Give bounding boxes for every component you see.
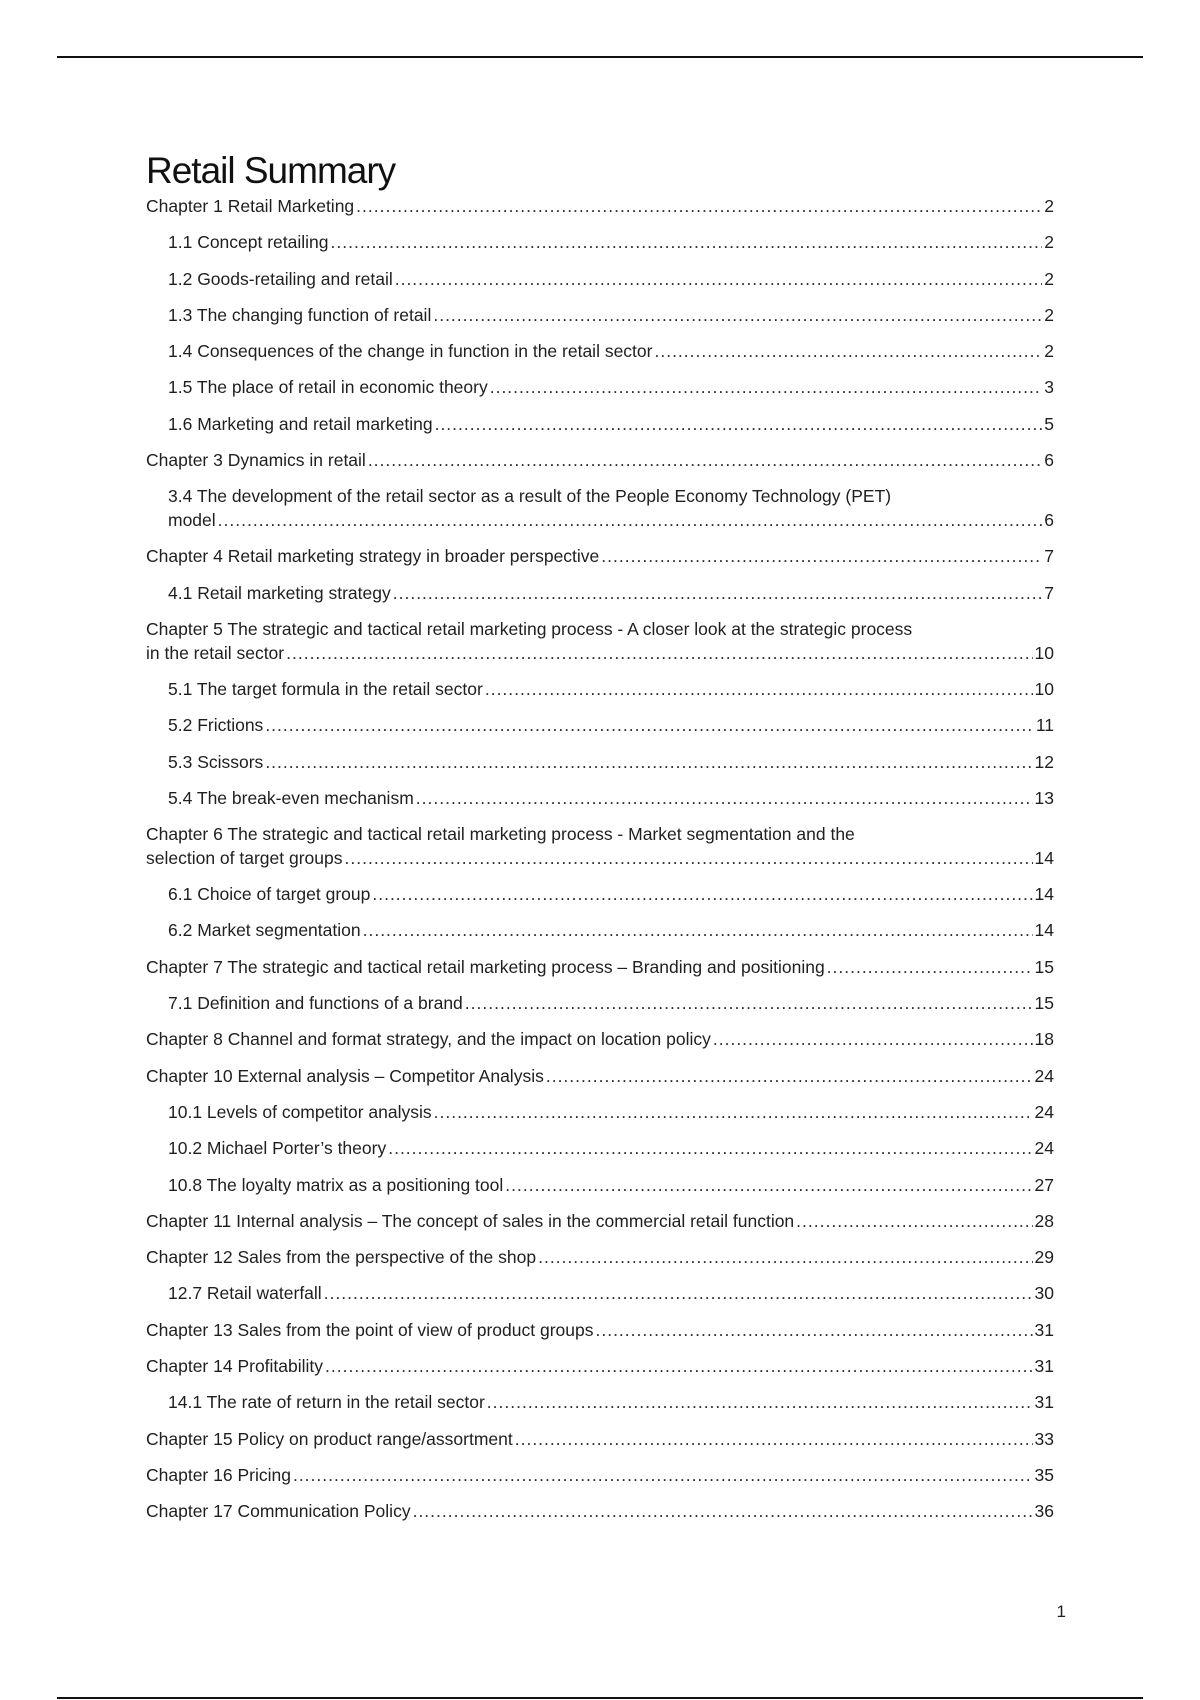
toc-chapter-entry[interactable] [146,617,1054,677]
toc-entry-title: 12.7 Retail waterfall [168,1283,322,1304]
toc-section-entry[interactable] [146,375,1054,411]
dot-leader [368,448,1042,472]
toc-page-number: 3 [1044,377,1054,398]
toc-entry-title: Chapter 12 Sales from the perspective of the shop [146,1247,537,1268]
toc-section-entry[interactable] [146,1136,1054,1172]
toc-link[interactable] [168,375,1054,399]
dot-leader [388,1136,1032,1160]
toc-link[interactable] [168,786,1054,810]
toc-entry-title: Chapter 5 The strategic and tactical retail marketing process - A closer look at the strategic process [146,618,913,639]
dot-leader [413,1499,1033,1523]
toc-entry-title: Chapter 6 The strategic and tactical retail marketing process - Market segmentation and the [146,824,855,845]
dot-leader [487,1390,1033,1414]
toc-link[interactable] [146,1463,1054,1487]
dot-leader [356,194,1042,218]
dot-leader [490,375,1043,399]
dot-leader [395,267,1043,291]
toc-entry-title: Chapter 4 Retail marketing strategy in broader perspective [146,546,600,567]
toc-entry-title: Chapter 11 Internal analysis – The concept of sales in the commercial retail function [146,1210,795,1231]
toc-page-number: 2 [1044,196,1054,216]
dot-leader [286,641,1032,665]
dot-leader [433,303,1042,327]
toc-link[interactable] [146,1209,1054,1233]
dot-leader [485,677,1033,701]
toc-entry-title: 1.6 Marketing and retail marketing [168,413,433,434]
toc-page-number: 15 [1034,993,1054,1014]
toc-entry-title: 1.1 Concept retailing [168,232,329,253]
page-number: 1 [1056,1602,1066,1621]
dot-leader [265,713,1034,737]
toc-entry-title: Chapter 14 Profitability [146,1356,324,1377]
toc-entry-title: Chapter 16 Pricing [146,1464,291,1485]
footer-rule [57,1697,1143,1699]
toc-chapter-entry[interactable] [146,1064,1054,1100]
toc-link[interactable] [146,822,1054,870]
dot-leader [435,412,1043,436]
toc-page-number: 14 [1034,920,1054,941]
toc-link[interactable] [146,194,1054,218]
toc-link[interactable] [168,882,1054,906]
toc-link[interactable] [168,750,1054,774]
toc-page-number: 2 [1044,268,1054,289]
dot-leader [372,882,1032,906]
toc-section-entry[interactable] [146,412,1054,448]
toc-entry-title: 1.4 Consequences of the change in function in the retail sector [168,341,653,362]
toc-page-number: 36 [1034,1501,1054,1522]
toc-link[interactable] [146,617,1054,665]
toc-page-number: 7 [1044,582,1054,603]
dot-leader [595,1318,1032,1342]
toc-page-number: 14 [1034,884,1054,905]
toc-link[interactable] [146,1427,1054,1451]
toc-entry-title: 1.3 The changing function of retail [168,304,432,325]
toc-entry-title: 5.4 The break-even mechanism [168,787,414,808]
toc-entry-title: Chapter 8 Channel and format strategy, and the impact on location policy [146,1029,711,1050]
toc-link[interactable] [168,1390,1054,1414]
toc-entry-title: Chapter 13 Sales from the point of view of product groups [146,1319,594,1340]
toc-page-number: 6 [1044,510,1054,531]
toc-section-entry[interactable] [146,1390,1054,1426]
dot-leader [218,508,1043,532]
toc-entry-title: Chapter 15 Policy on product range/assortment [146,1428,513,1449]
toc-page-number: 31 [1034,1392,1054,1413]
dot-leader [796,1209,1032,1233]
toc-page-number: 2 [1044,232,1054,253]
dot-leader [416,786,1033,810]
toc-link[interactable] [146,1499,1054,1523]
toc-link[interactable] [168,339,1054,363]
toc-link[interactable] [146,544,1054,568]
toc-entry-title-continued: model [168,510,216,531]
dot-leader [538,1245,1032,1269]
toc-entry-title: 10.1 Levels of competitor analysis [168,1101,432,1122]
toc-entry-title: Chapter 7 The strategic and tactical retail marketing process – Branding and positioning [146,956,825,977]
toc-link[interactable] [168,918,1054,942]
toc-section-entry[interactable] [146,677,1054,713]
toc-section-entry[interactable] [146,1281,1054,1317]
toc-section-entry[interactable] [146,339,1054,375]
dot-leader [505,1173,1032,1197]
toc-entry-title: 10.8 The loyalty matrix as a positioning tool [168,1174,504,1195]
toc-link[interactable] [168,991,1054,1015]
toc-page-number: 33 [1034,1428,1054,1449]
toc-link[interactable] [146,1354,1054,1378]
toc-entry-title: Chapter 10 External analysis – Competitor Analysis [146,1065,544,1086]
toc-entry-title: 1.2 Goods-retailing and retail [168,268,393,289]
toc-chapter-entry[interactable] [146,1245,1054,1281]
dot-leader [654,339,1042,363]
toc-entry-title: Chapter 1 Retail Marketing [146,196,355,216]
toc-section-entry[interactable] [146,267,1054,303]
toc-link[interactable] [168,581,1054,605]
toc-link[interactable] [146,1318,1054,1342]
toc-entry-title: 1.5 The place of retail in economic theory [168,377,488,398]
toc-page-number: 6 [1044,450,1054,471]
toc-section-entry[interactable] [146,1173,1054,1209]
toc-page-number: 2 [1044,304,1054,325]
toc-entry-title-continued: in the retail sector [146,642,285,663]
toc-entry-title: Chapter 3 Dynamics in retail [146,450,366,471]
toc-section-entry[interactable] [146,230,1054,266]
dot-leader [827,955,1033,979]
dot-leader [515,1427,1033,1451]
toc-page-number: 13 [1034,787,1054,808]
toc-link[interactable] [168,1136,1054,1160]
toc-link[interactable] [146,955,1054,979]
toc-page-number: 31 [1034,1356,1054,1377]
toc-page-number: 11 [1035,715,1054,736]
toc-entry-title: Chapter 17 Communication Policy [146,1501,411,1522]
toc-entry-title: 5.3 Scissors [168,751,264,772]
table-of-contents [146,194,1054,1536]
dot-leader [331,230,1043,254]
toc-chapter-entry[interactable] [146,1027,1054,1063]
toc-section-entry[interactable] [146,882,1054,918]
toc-link[interactable] [146,1027,1054,1051]
toc-link[interactable] [168,412,1054,436]
toc-section-entry[interactable] [146,918,1054,954]
toc-page-number: 27 [1034,1174,1054,1195]
toc-page-number: 2 [1044,341,1054,362]
toc-page-number: 7 [1044,546,1054,567]
toc-page-number: 18 [1034,1029,1054,1050]
toc-page-number: 10 [1034,642,1054,663]
toc-chapter-entry[interactable] [146,1354,1054,1390]
toc-chapter-entry[interactable] [146,1209,1054,1245]
header-rule [57,56,1143,58]
toc-link[interactable] [146,1245,1054,1269]
toc-page-number: 24 [1034,1065,1054,1086]
document-title: Retail Summary [146,150,396,191]
toc-chapter-entry[interactable] [146,194,1054,230]
dot-leader [363,918,1033,942]
dot-leader [325,1354,1032,1378]
toc-chapter-entry[interactable] [146,1463,1054,1499]
toc-page-number: 15 [1034,956,1054,977]
dot-leader [546,1064,1033,1088]
dot-leader [713,1027,1033,1051]
dot-leader [324,1281,1033,1305]
dot-leader [393,581,1043,605]
toc-link[interactable] [168,230,1054,254]
toc-section-entry[interactable] [146,991,1054,1027]
toc-entry-title: 6.2 Market segmentation [168,920,361,941]
toc-link[interactable] [146,1064,1054,1088]
toc-page-number: 30 [1034,1283,1054,1304]
toc-entry-title: 6.1 Choice of target group [168,884,371,905]
toc-section-entry[interactable] [146,1100,1054,1136]
dot-leader [293,1463,1033,1487]
toc-entry-title: 7.1 Definition and functions of a brand [168,993,463,1014]
dot-leader [465,991,1033,1015]
dot-leader [434,1100,1033,1124]
dot-leader [345,846,1033,870]
toc-entry-title: 5.2 Frictions [168,715,264,736]
toc-link[interactable] [168,1100,1054,1124]
toc-entry-title: 10.2 Michael Porter’s theory [168,1138,387,1159]
toc-section-entry[interactable] [146,786,1054,822]
toc-chapter-entry[interactable] [146,448,1054,484]
toc-section-entry[interactable] [146,484,1054,544]
toc-chapter-entry[interactable] [146,955,1054,991]
toc-chapter-entry[interactable] [146,544,1054,580]
toc-link[interactable] [146,448,1054,472]
toc-entry-title-continued: selection of target groups [146,848,343,869]
toc-link[interactable] [168,484,1054,532]
toc-section-entry[interactable] [146,581,1054,617]
toc-page-number: 31 [1034,1319,1054,1340]
toc-section-entry[interactable] [146,750,1054,786]
toc-page-number: 10 [1034,678,1054,699]
toc-entry-title: 4.1 Retail marketing strategy [168,582,391,603]
toc-entry-title: 14.1 The rate of return in the retail sector [168,1392,485,1413]
toc-page-number: 5 [1044,413,1054,434]
toc-page-number: 29 [1034,1247,1054,1268]
toc-link[interactable] [168,303,1054,327]
toc-link[interactable] [168,713,1054,737]
dot-leader [601,544,1042,568]
toc-page-number: 28 [1034,1210,1054,1231]
toc-section-entry[interactable] [146,303,1054,339]
toc-chapter-entry[interactable] [146,1427,1054,1463]
toc-link[interactable] [168,1173,1054,1197]
toc-link[interactable] [168,267,1054,291]
toc-page-number: 12 [1034,751,1054,772]
toc-page-number: 24 [1034,1138,1054,1159]
toc-section-entry[interactable] [146,713,1054,749]
toc-page-number: 14 [1034,848,1054,869]
toc-entry-title: 3.4 The development of the retail sector as a result of the People Economy Technology (PET) [168,486,892,507]
toc-chapter-entry[interactable] [146,1499,1054,1535]
toc-entry-title: 5.1 The target formula in the retail sector [168,678,483,699]
document-page [146,148,1054,1536]
toc-page-number: 35 [1034,1464,1054,1485]
dot-leader [265,750,1032,774]
toc-page-number: 24 [1034,1101,1054,1122]
toc-chapter-entry[interactable] [146,1318,1054,1354]
toc-link[interactable] [168,1281,1054,1305]
toc-chapter-entry[interactable] [146,822,1054,882]
toc-link[interactable] [168,677,1054,701]
